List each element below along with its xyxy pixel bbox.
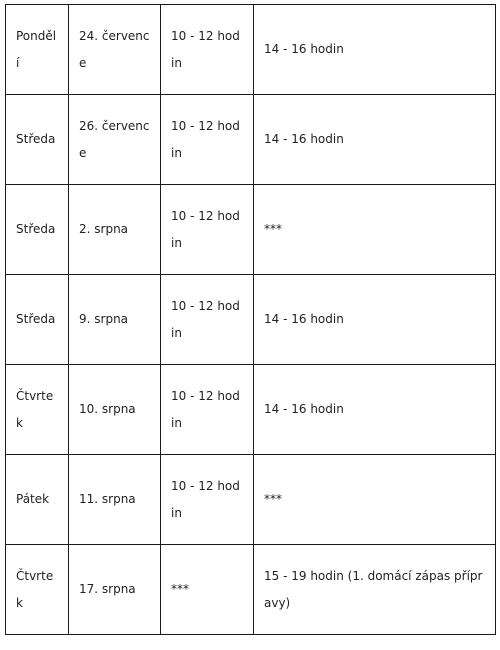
day-cell: Středa <box>6 275 69 365</box>
morning-time-cell: *** <box>161 545 254 635</box>
day-cell: Středa <box>6 185 69 275</box>
afternoon-time-cell: 14 - 16 hodin <box>254 5 496 95</box>
morning-time-cell: 10 - 12 hodin <box>161 365 254 455</box>
date-cell: 11. srpna <box>69 455 161 545</box>
morning-time-cell: 10 - 12 hodin <box>161 5 254 95</box>
morning-time-cell: 10 - 12 hodin <box>161 185 254 275</box>
table-row <box>6 95 496 185</box>
morning-time-cell: 10 - 12 hodin <box>161 95 254 185</box>
date-cell: 26. července <box>69 95 161 185</box>
date-cell: 17. srpna <box>69 545 161 635</box>
day-cell: Pátek <box>6 455 69 545</box>
table-row <box>6 365 496 455</box>
afternoon-time-cell: 14 - 16 hodin <box>254 95 496 185</box>
date-cell: 24. července <box>69 5 161 95</box>
afternoon-time-cell: 14 - 16 hodin <box>254 275 496 365</box>
day-cell: Pondělí <box>6 5 69 95</box>
table-row <box>6 455 496 545</box>
date-cell: 9. srpna <box>69 275 161 365</box>
day-cell: Čtvrtek <box>6 365 69 455</box>
date-cell: 10. srpna <box>69 365 161 455</box>
afternoon-time-cell: *** <box>254 455 496 545</box>
date-cell: 2. srpna <box>69 185 161 275</box>
table-row <box>6 185 496 275</box>
day-cell: Čtvrtek <box>6 545 69 635</box>
table-row <box>6 275 496 365</box>
morning-time-cell: 10 - 12 hodin <box>161 275 254 365</box>
day-cell: Středa <box>6 95 69 185</box>
morning-time-cell: 10 - 12 hodin <box>161 455 254 545</box>
schedule-table <box>5 4 496 635</box>
table-row <box>6 545 496 635</box>
afternoon-time-cell: *** <box>254 185 496 275</box>
afternoon-time-cell: 14 - 16 hodin <box>254 365 496 455</box>
table-row <box>6 5 496 95</box>
afternoon-time-cell: 15 - 19 hodin (1. domácí zápas přípravy) <box>254 545 496 635</box>
